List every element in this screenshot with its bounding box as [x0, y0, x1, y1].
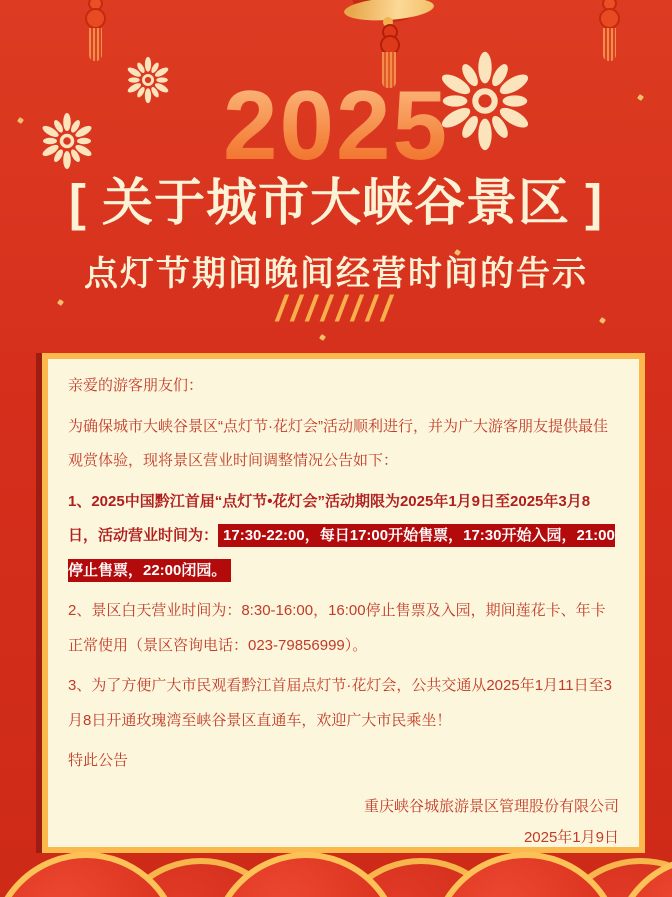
poster-subtitle: 点灯节期间晚间经营时间的告示: [84, 255, 588, 293]
notice-item-1: [68, 485, 619, 589]
highlighted-hours: 17:30-22:00，每日17:00开始售票，17:30开始入园，21:00停止售票，22:00闭园。: [68, 524, 615, 582]
notice-body: [48, 359, 639, 853]
sparkle-decoration: [319, 334, 326, 341]
intro-paragraph: 为确保城市大峡谷景区“点灯节·花灯会”活动顺利进行，并为广大游客朋友提供最佳观赏体验，现将景区营业时间调整情况公告如下：: [68, 417, 608, 469]
notice-card: [42, 353, 645, 853]
slashes-decoration: ////////: [275, 288, 396, 329]
notice-item-3: 3、为了方便广大市民观看黔江首届点灯节·花灯会，公共交通从2025年1月11日至3月8日开通玫瑰湾至峡谷景区直通车，欢迎广大市民乘坐！: [68, 677, 612, 729]
year-heading: 2025: [0, 76, 672, 174]
salutation: 亲爱的游客朋友们：: [68, 377, 204, 394]
notice-item-1-text: 1、2025中国黔江首届“点灯节•花灯会”活动期限为2025年1月9日至2025年3月8日，活动营业时间为：: [68, 492, 591, 544]
company-name: 重庆峡谷城旅游景区管理股份有限公司: [363, 797, 619, 815]
signature-block: [68, 791, 619, 854]
hanging-tassel-right-icon: [598, 0, 620, 61]
notice-date: 2025年1月9日: [523, 829, 619, 846]
notice-item-2: 2、景区白天营业时间为：8:30-16:00，16:00停止售票及入园，期间莲花卡、年卡正常使用（景区咨询电话：023-79856999）。: [68, 602, 606, 654]
poster-title: [ 关于城市大峡谷景区 ]: [68, 174, 604, 231]
hanging-tassel-left-icon: [84, 0, 106, 61]
closing-statement: 特此公告: [68, 752, 129, 769]
